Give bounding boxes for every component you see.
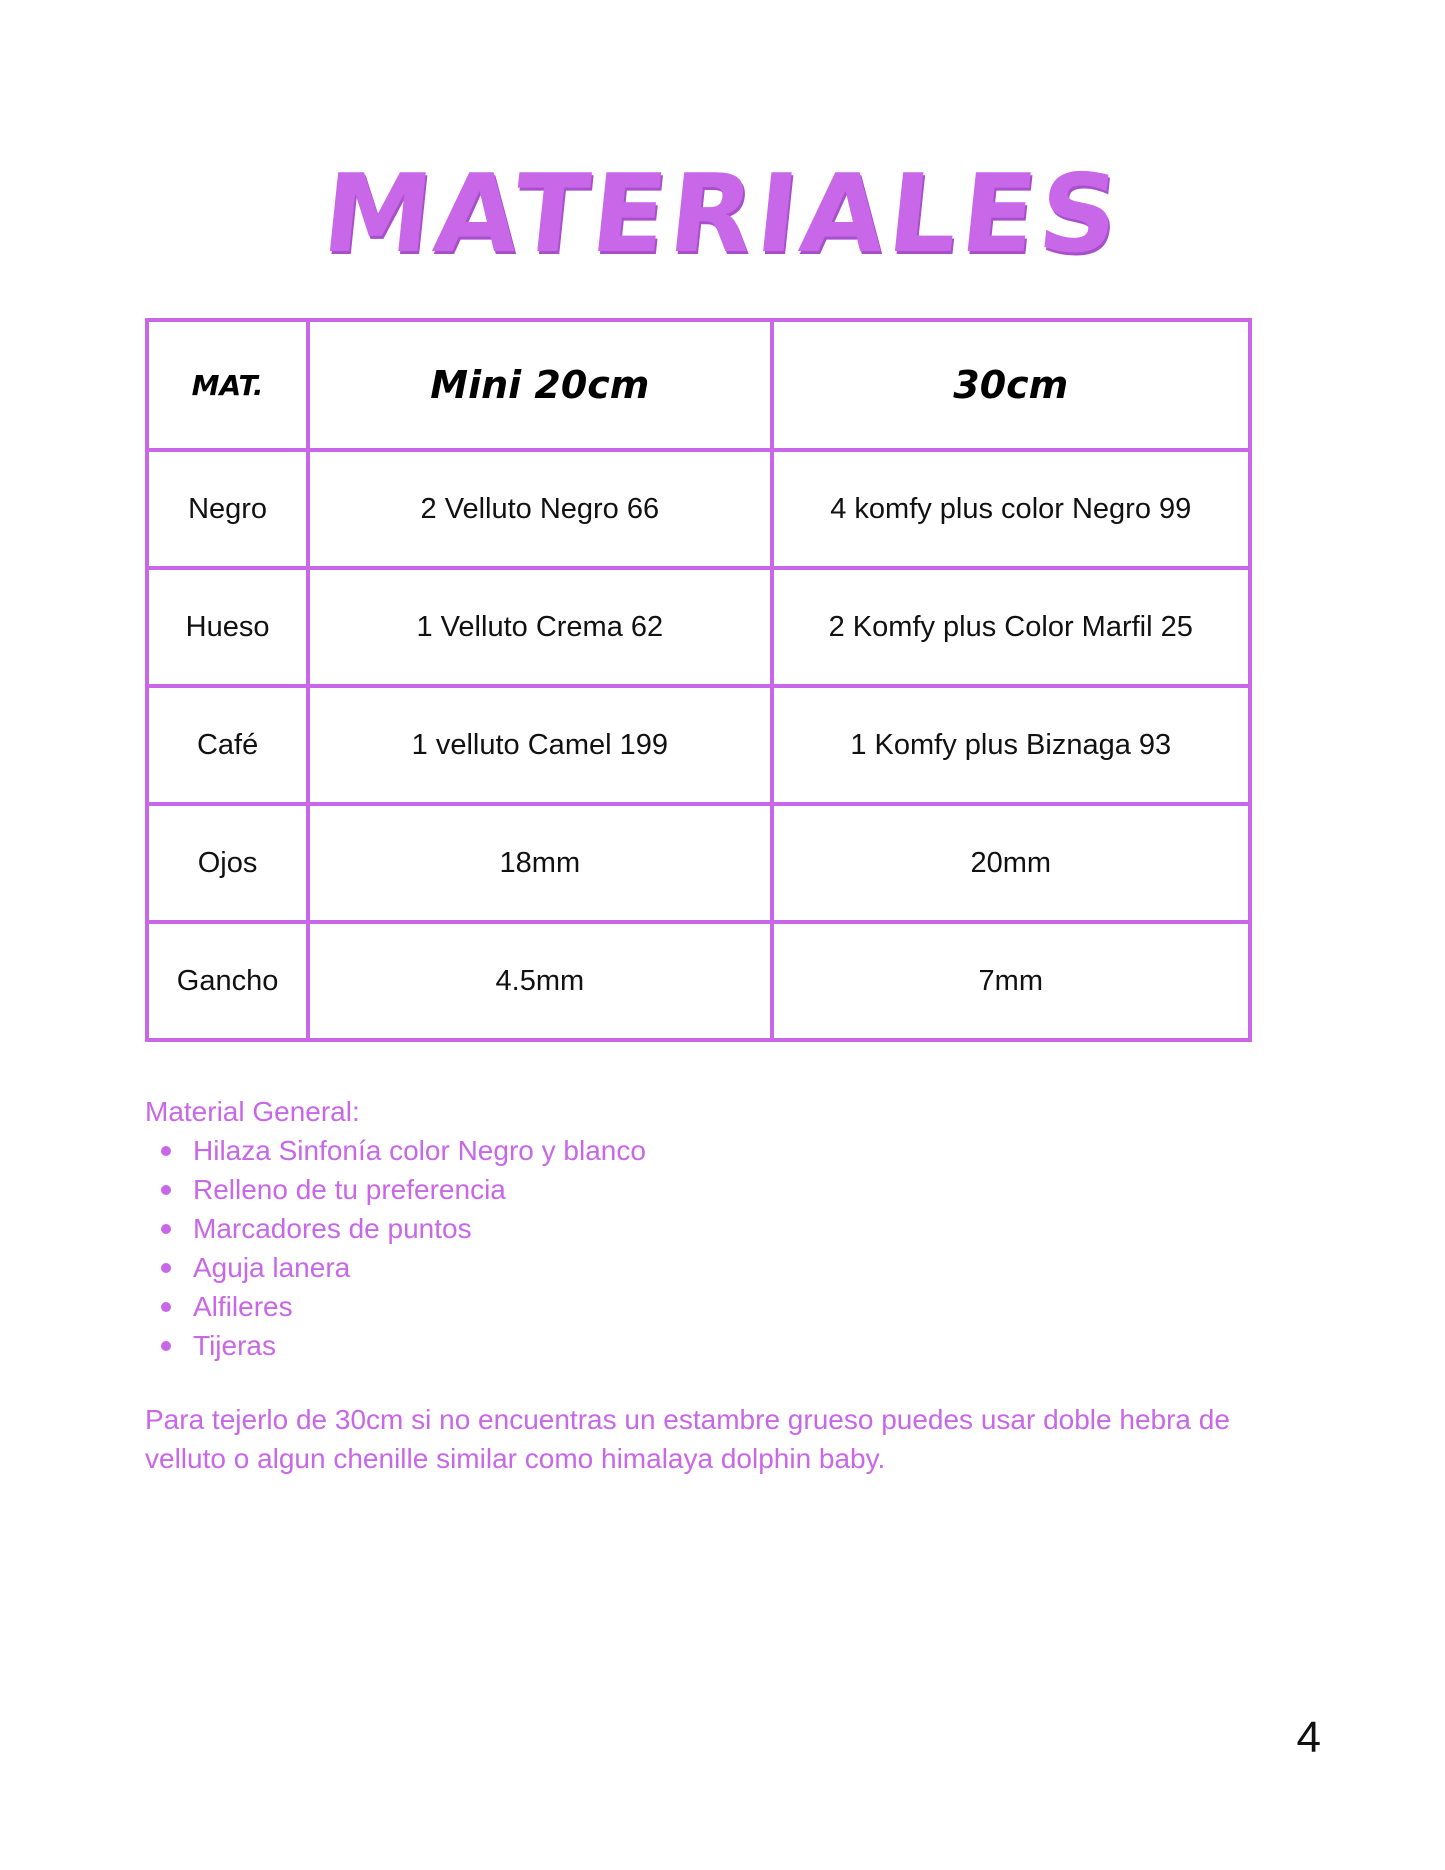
bullet-icon bbox=[161, 1224, 171, 1234]
material-name-cell: Gancho bbox=[147, 922, 308, 1040]
general-materials-title: Material General: bbox=[145, 1096, 360, 1127]
table-row bbox=[147, 568, 1250, 686]
list-item-text: Aguja lanera bbox=[193, 1252, 351, 1283]
bullet-icon bbox=[161, 1341, 171, 1351]
list-item bbox=[193, 1209, 1305, 1248]
table-row bbox=[147, 804, 1250, 922]
material-name-cell: Café bbox=[147, 686, 308, 804]
table-row bbox=[147, 922, 1250, 1040]
list-item-text: Marcadores de puntos bbox=[193, 1213, 472, 1244]
materials-table bbox=[145, 318, 1252, 1042]
large-value-cell: 1 Komfy plus Biznaga 93 bbox=[772, 686, 1250, 804]
bullet-icon bbox=[161, 1263, 171, 1273]
header-material: MAT. bbox=[147, 320, 308, 450]
bullet-icon bbox=[161, 1302, 171, 1312]
list-item bbox=[193, 1170, 1305, 1209]
mini-value-cell: 1 velluto Camel 199 bbox=[308, 686, 771, 804]
list-item bbox=[193, 1248, 1305, 1287]
list-item bbox=[193, 1287, 1305, 1326]
table-row bbox=[147, 686, 1250, 804]
list-item-text: Alfileres bbox=[193, 1291, 293, 1322]
material-name-cell: Ojos bbox=[147, 804, 308, 922]
mini-value-cell: 4.5mm bbox=[308, 922, 771, 1040]
table-header-row bbox=[147, 320, 1250, 450]
list-item bbox=[193, 1131, 1305, 1170]
header-mini-20cm: Mini 20cm bbox=[308, 320, 771, 450]
list-item-text: Relleno de tu preferencia bbox=[193, 1174, 506, 1205]
large-value-cell: 7mm bbox=[772, 922, 1250, 1040]
bullet-icon bbox=[161, 1185, 171, 1195]
mini-value-cell: 1 Velluto Crema 62 bbox=[308, 568, 771, 686]
list-item-text: Tijeras bbox=[193, 1330, 276, 1361]
list-item-text: Hilaza Sinfonía color Negro y blanco bbox=[193, 1135, 646, 1166]
large-value-cell: 20mm bbox=[772, 804, 1250, 922]
general-materials-section bbox=[145, 1092, 1305, 1365]
mini-value-cell: 2 Velluto Negro 66 bbox=[308, 450, 771, 568]
table-row bbox=[147, 450, 1250, 568]
general-materials-list bbox=[145, 1131, 1305, 1365]
header-30cm: 30cm bbox=[772, 320, 1250, 450]
large-value-cell: 2 Komfy plus Color Marfil 25 bbox=[772, 568, 1250, 686]
material-name-cell: Hueso bbox=[147, 568, 308, 686]
yarn-note: Para tejerlo de 30cm si no encuentras un estambre grueso puedes usar doble hebra de velluto o algun chenille similar como himalaya dolphin baby. bbox=[145, 1404, 1230, 1474]
page-title: MATERIALES bbox=[317, 152, 1128, 277]
material-name-cell: Negro bbox=[147, 450, 308, 568]
large-value-cell: 4 komfy plus color Negro 99 bbox=[772, 450, 1250, 568]
bullet-icon bbox=[161, 1146, 171, 1156]
list-item bbox=[193, 1326, 1305, 1365]
page-number: 4 bbox=[1296, 1713, 1321, 1762]
mini-value-cell: 18mm bbox=[308, 804, 771, 922]
